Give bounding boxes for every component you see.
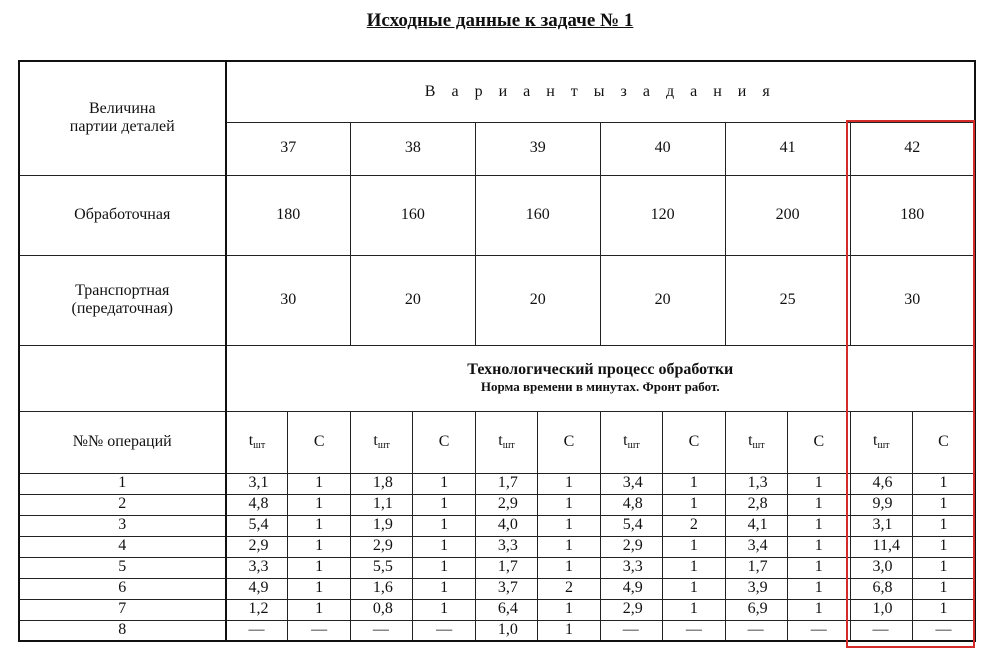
work-front-cell: 1 bbox=[663, 599, 725, 620]
transport-value: 20 bbox=[475, 255, 600, 345]
work-front-cell: — bbox=[288, 620, 350, 641]
time-norm-cell: 4,8 bbox=[600, 494, 662, 515]
c-header: С bbox=[788, 411, 850, 473]
time-norm-cell: 5,4 bbox=[600, 515, 662, 536]
operation-number: 3 bbox=[19, 515, 226, 536]
time-norm-cell: 6,8 bbox=[850, 578, 912, 599]
work-front-cell: 1 bbox=[538, 494, 600, 515]
time-norm-cell: 2,9 bbox=[475, 494, 537, 515]
transport-value: 30 bbox=[226, 255, 351, 345]
variant-37: 37 bbox=[226, 122, 351, 175]
ops-header-row bbox=[19, 411, 975, 473]
work-front-cell: 1 bbox=[288, 494, 350, 515]
time-norm-cell: 2,9 bbox=[350, 536, 412, 557]
work-front-cell: 1 bbox=[413, 515, 475, 536]
c-header: С bbox=[912, 411, 975, 473]
time-norm-cell: 1,8 bbox=[350, 473, 412, 494]
time-norm-cell: 1,1 bbox=[350, 494, 412, 515]
time-norm-cell: 4,9 bbox=[600, 578, 662, 599]
work-front-cell: 1 bbox=[538, 473, 600, 494]
processing-value: 160 bbox=[350, 175, 475, 255]
work-front-cell: 1 bbox=[288, 536, 350, 557]
work-front-cell: 1 bbox=[288, 473, 350, 494]
c-header: С bbox=[413, 411, 475, 473]
time-norm-cell: 1,2 bbox=[226, 599, 288, 620]
time-norm-cell: 2,8 bbox=[725, 494, 787, 515]
work-front-cell: 1 bbox=[912, 494, 975, 515]
time-norm-cell: 3,9 bbox=[725, 578, 787, 599]
batch-size-header: Величина партии деталей bbox=[19, 61, 226, 175]
time-norm-cell: 3,3 bbox=[475, 536, 537, 557]
work-front-cell: 1 bbox=[788, 599, 850, 620]
t-unit-header: $t_{шт}$ bbox=[350, 411, 412, 473]
work-front-cell: 1 bbox=[538, 557, 600, 578]
time-norm-cell: — bbox=[850, 620, 912, 641]
work-front-cell: 1 bbox=[912, 578, 975, 599]
processing-value: 180 bbox=[850, 175, 975, 255]
c-header: С bbox=[538, 411, 600, 473]
work-front-cell: 1 bbox=[288, 515, 350, 536]
work-front-cell: 1 bbox=[663, 578, 725, 599]
time-norm-cell: 6,9 bbox=[725, 599, 787, 620]
processing-label: Обработочная bbox=[19, 175, 226, 255]
operation-number: 7 bbox=[19, 599, 226, 620]
time-norm-cell: — bbox=[600, 620, 662, 641]
time-norm-cell: 4,9 bbox=[226, 578, 288, 599]
operation-number: 2 bbox=[19, 494, 226, 515]
work-front-cell: 1 bbox=[788, 473, 850, 494]
work-front-cell: 2 bbox=[538, 578, 600, 599]
time-norm-cell: 2,9 bbox=[226, 536, 288, 557]
work-front-cell: — bbox=[413, 620, 475, 641]
work-front-cell: 1 bbox=[288, 557, 350, 578]
variant-40: 40 bbox=[600, 122, 725, 175]
t-unit-header: $t_{шт}$ bbox=[600, 411, 662, 473]
work-front-cell: 1 bbox=[413, 599, 475, 620]
processing-value: 200 bbox=[725, 175, 850, 255]
tech-process-row bbox=[19, 345, 975, 411]
time-norm-cell: 5,5 bbox=[350, 557, 412, 578]
work-front-cell: 1 bbox=[288, 599, 350, 620]
time-norm-cell: 3,4 bbox=[600, 473, 662, 494]
operation-number: 8 bbox=[19, 620, 226, 641]
time-norm-cell: 1,9 bbox=[350, 515, 412, 536]
time-norm-cell: 1,0 bbox=[850, 599, 912, 620]
work-front-cell: — bbox=[788, 620, 850, 641]
processing-row bbox=[19, 175, 975, 255]
table-row bbox=[19, 494, 975, 515]
time-norm-cell: 2,9 bbox=[600, 536, 662, 557]
work-front-cell: 1 bbox=[912, 536, 975, 557]
work-front-cell: 1 bbox=[788, 515, 850, 536]
time-norm-cell: 2,9 bbox=[600, 599, 662, 620]
time-norm-cell: 11,4 bbox=[850, 536, 912, 557]
work-front-cell: 1 bbox=[413, 578, 475, 599]
time-norm-cell: 4,8 bbox=[226, 494, 288, 515]
time-norm-cell: — bbox=[350, 620, 412, 641]
table-row bbox=[19, 599, 975, 620]
time-norm-cell: — bbox=[226, 620, 288, 641]
work-front-cell: 1 bbox=[538, 599, 600, 620]
time-norm-cell: 3,3 bbox=[600, 557, 662, 578]
time-norm-cell: 3,1 bbox=[850, 515, 912, 536]
work-front-cell: 1 bbox=[538, 536, 600, 557]
page-title: Исходные данные к задаче № 1 bbox=[366, 10, 634, 31]
c-header: С bbox=[663, 411, 725, 473]
time-norm-cell: 1,7 bbox=[475, 473, 537, 494]
work-front-cell: 1 bbox=[912, 557, 975, 578]
t-unit-header: $t_{шт}$ bbox=[850, 411, 912, 473]
time-norm-cell: 3,0 bbox=[850, 557, 912, 578]
operation-number: 1 bbox=[19, 473, 226, 494]
t-unit-header: $t_{шт}$ bbox=[475, 411, 537, 473]
operations-body bbox=[19, 473, 975, 641]
work-front-cell: 1 bbox=[288, 578, 350, 599]
ops-number-header: №№ операций bbox=[19, 411, 226, 473]
table-row bbox=[19, 515, 975, 536]
variant-42: 42 bbox=[850, 122, 975, 175]
work-front-cell: 2 bbox=[663, 515, 725, 536]
work-front-cell: — bbox=[663, 620, 725, 641]
operation-number: 4 bbox=[19, 536, 226, 557]
operation-number: 5 bbox=[19, 557, 226, 578]
variant-38: 38 bbox=[350, 122, 475, 175]
transport-label: Транспортная (передаточная) bbox=[19, 255, 226, 345]
work-front-cell: 1 bbox=[788, 578, 850, 599]
work-front-cell: 1 bbox=[538, 620, 600, 641]
time-norm-cell: 4,1 bbox=[725, 515, 787, 536]
t-unit-header: $t_{шт}$ bbox=[725, 411, 787, 473]
variants-title: В а р и а н т ы з а д а н и я bbox=[226, 61, 976, 122]
work-front-cell: 1 bbox=[788, 536, 850, 557]
time-norm-cell: 3,3 bbox=[226, 557, 288, 578]
work-front-cell: 1 bbox=[663, 494, 725, 515]
table-row bbox=[19, 473, 975, 494]
time-norm-cell: 5,4 bbox=[226, 515, 288, 536]
operation-number: 6 bbox=[19, 578, 226, 599]
transport-value: 30 bbox=[850, 255, 975, 345]
processing-value: 160 bbox=[475, 175, 600, 255]
work-front-cell: 1 bbox=[413, 557, 475, 578]
table-row bbox=[19, 557, 975, 578]
work-front-cell: 1 bbox=[413, 536, 475, 557]
table-row bbox=[19, 536, 975, 557]
tech-process-empty-cell bbox=[19, 345, 226, 411]
time-norm-cell: 4,0 bbox=[475, 515, 537, 536]
time-norm-cell: 3,7 bbox=[475, 578, 537, 599]
time-norm-cell: 1,0 bbox=[475, 620, 537, 641]
time-norm-cell: 1,3 bbox=[725, 473, 787, 494]
work-front-cell: 1 bbox=[413, 494, 475, 515]
processing-value: 120 bbox=[600, 175, 725, 255]
variant-41: 41 bbox=[725, 122, 850, 175]
t-unit-header: $t_{шт}$ bbox=[226, 411, 288, 473]
work-front-cell: 1 bbox=[663, 536, 725, 557]
c-header: С bbox=[288, 411, 350, 473]
work-front-cell: 1 bbox=[912, 473, 975, 494]
time-norm-cell: 3,4 bbox=[725, 536, 787, 557]
time-norm-cell: 1,7 bbox=[725, 557, 787, 578]
transport-value: 25 bbox=[725, 255, 850, 345]
table-row bbox=[19, 620, 975, 641]
variant-39: 39 bbox=[475, 122, 600, 175]
time-norm-cell: 9,9 bbox=[850, 494, 912, 515]
time-norm-cell: — bbox=[725, 620, 787, 641]
transport-value: 20 bbox=[600, 255, 725, 345]
processing-value: 180 bbox=[226, 175, 351, 255]
time-norm-cell: 6,4 bbox=[475, 599, 537, 620]
work-front-cell: 1 bbox=[663, 473, 725, 494]
time-norm-cell: 1,6 bbox=[350, 578, 412, 599]
table-row bbox=[19, 578, 975, 599]
work-front-cell: 1 bbox=[912, 515, 975, 536]
work-front-cell: 1 bbox=[788, 557, 850, 578]
work-front-cell: 1 bbox=[538, 515, 600, 536]
time-norm-cell: 1,7 bbox=[475, 557, 537, 578]
work-front-cell: — bbox=[912, 620, 975, 641]
tech-process-header: Технологический процесс обработки Норма времени в минутах. Фронт работ. bbox=[226, 345, 976, 411]
source-data-table bbox=[18, 60, 976, 642]
transport-value: 20 bbox=[350, 255, 475, 345]
work-front-cell: 1 bbox=[912, 599, 975, 620]
time-norm-cell: 4,6 bbox=[850, 473, 912, 494]
time-norm-cell: 0,8 bbox=[350, 599, 412, 620]
work-front-cell: 1 bbox=[413, 473, 475, 494]
work-front-cell: 1 bbox=[663, 557, 725, 578]
variants-title-row bbox=[19, 61, 975, 122]
time-norm-cell: 3,1 bbox=[226, 473, 288, 494]
transport-row bbox=[19, 255, 975, 345]
work-front-cell: 1 bbox=[788, 494, 850, 515]
